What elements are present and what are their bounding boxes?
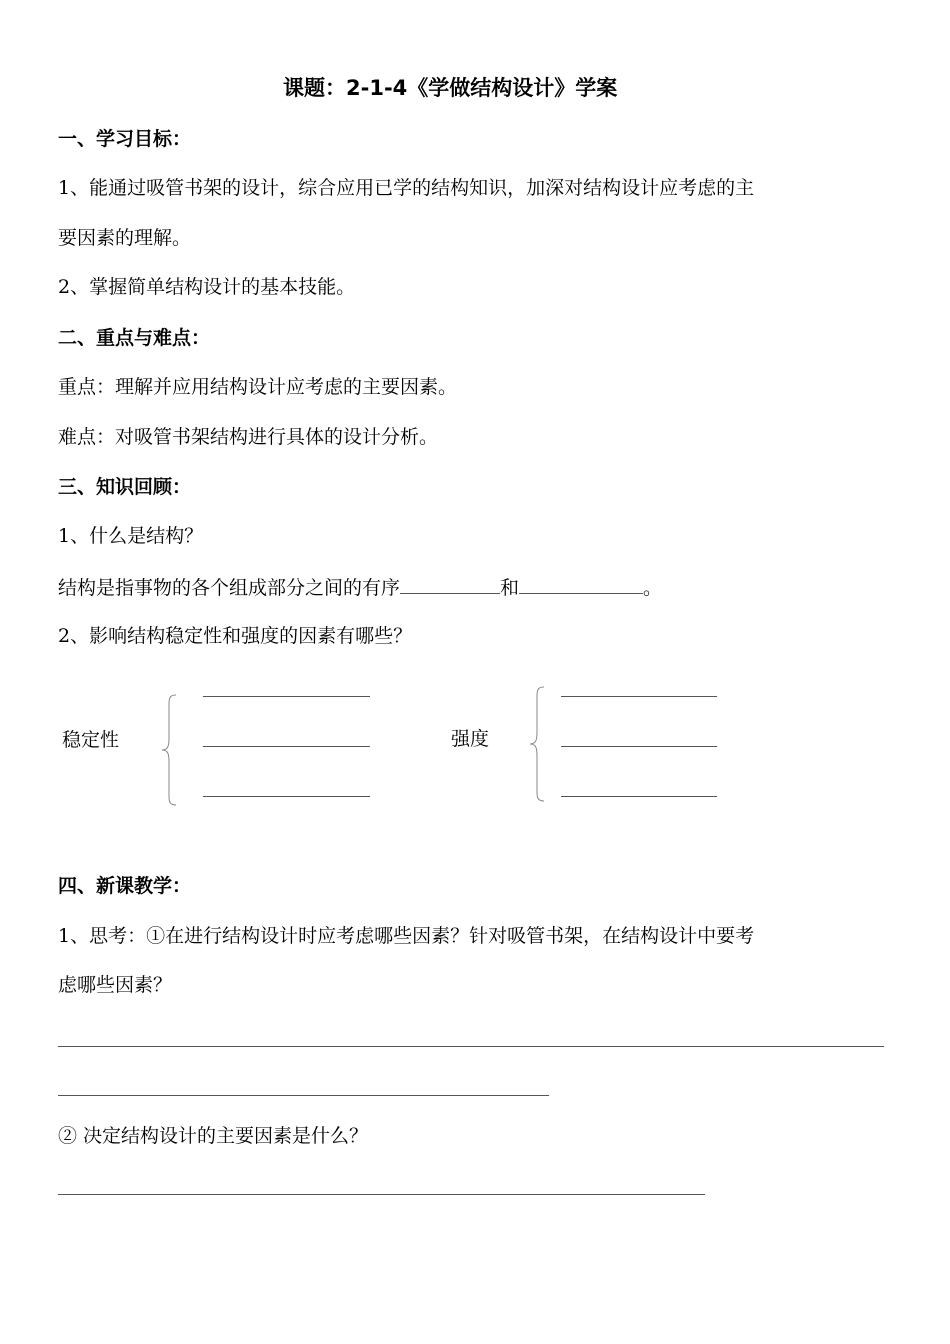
fill-in-prefix: 结构是指事物的各个组成部分之间的有序	[58, 577, 401, 599]
strength-brace-icon	[528, 686, 548, 802]
stability-answer-line-2[interactable]	[203, 746, 370, 747]
think-question-2: ② 决定结构设计的主要因素是什么？	[58, 1125, 369, 1147]
think-question-line-1: 1、思考：①在进行结构设计时应考虑哪些因素？针对吸管书架，在结构设计中要考	[58, 925, 755, 947]
strength-label: 强度	[451, 728, 490, 750]
review-question-2: 2、影响结构稳定性和强度的因素有哪些？	[58, 625, 413, 647]
answer-blank-1[interactable]	[400, 575, 500, 594]
answer-line-1[interactable]	[58, 1046, 884, 1047]
objective-1-line-1: 1、能通过吸管书架的设计，综合应用已学的结构知识，加深对结构设计应考虑的主	[58, 177, 755, 199]
fill-in-end: 。	[643, 577, 663, 599]
objective-1-line-2: 要因素的理解。	[58, 227, 192, 249]
answer-blank-2[interactable]	[519, 575, 643, 594]
strength-answer-line-1[interactable]	[561, 696, 717, 697]
answer-line-3[interactable]	[58, 1194, 705, 1195]
fill-in-sentence	[58, 575, 662, 600]
section-heading-review: 三、知识回顾：	[58, 476, 192, 498]
stability-label: 稳定性	[62, 729, 120, 751]
objective-2: 2、掌握简单结构设计的基本技能。	[58, 276, 356, 298]
fill-in-connector: 和	[500, 577, 520, 599]
review-question-1: 1、什么是结构？	[58, 525, 204, 547]
section-heading-new-lesson: 四、新课教学：	[58, 875, 192, 897]
key-point: 重点：理解并应用结构设计应考虑的主要因素。	[58, 376, 458, 398]
section-heading-objectives: 一、学习目标：	[58, 128, 192, 150]
think-question-line-2: 虑哪些因素？	[58, 974, 173, 996]
strength-answer-line-2[interactable]	[561, 746, 717, 747]
stability-answer-line-3[interactable]	[203, 796, 370, 797]
stability-answer-line-1[interactable]	[203, 696, 370, 697]
answer-line-2[interactable]	[58, 1095, 549, 1096]
strength-answer-line-3[interactable]	[561, 796, 717, 797]
difficult-point: 难点：对吸管书架结构进行具体的设计分析。	[58, 426, 439, 448]
section-heading-key-points: 二、重点与难点：	[58, 327, 211, 349]
page-title: 课题：2-1-4《学做结构设计》学案	[283, 76, 618, 100]
stability-brace-icon	[160, 694, 180, 806]
